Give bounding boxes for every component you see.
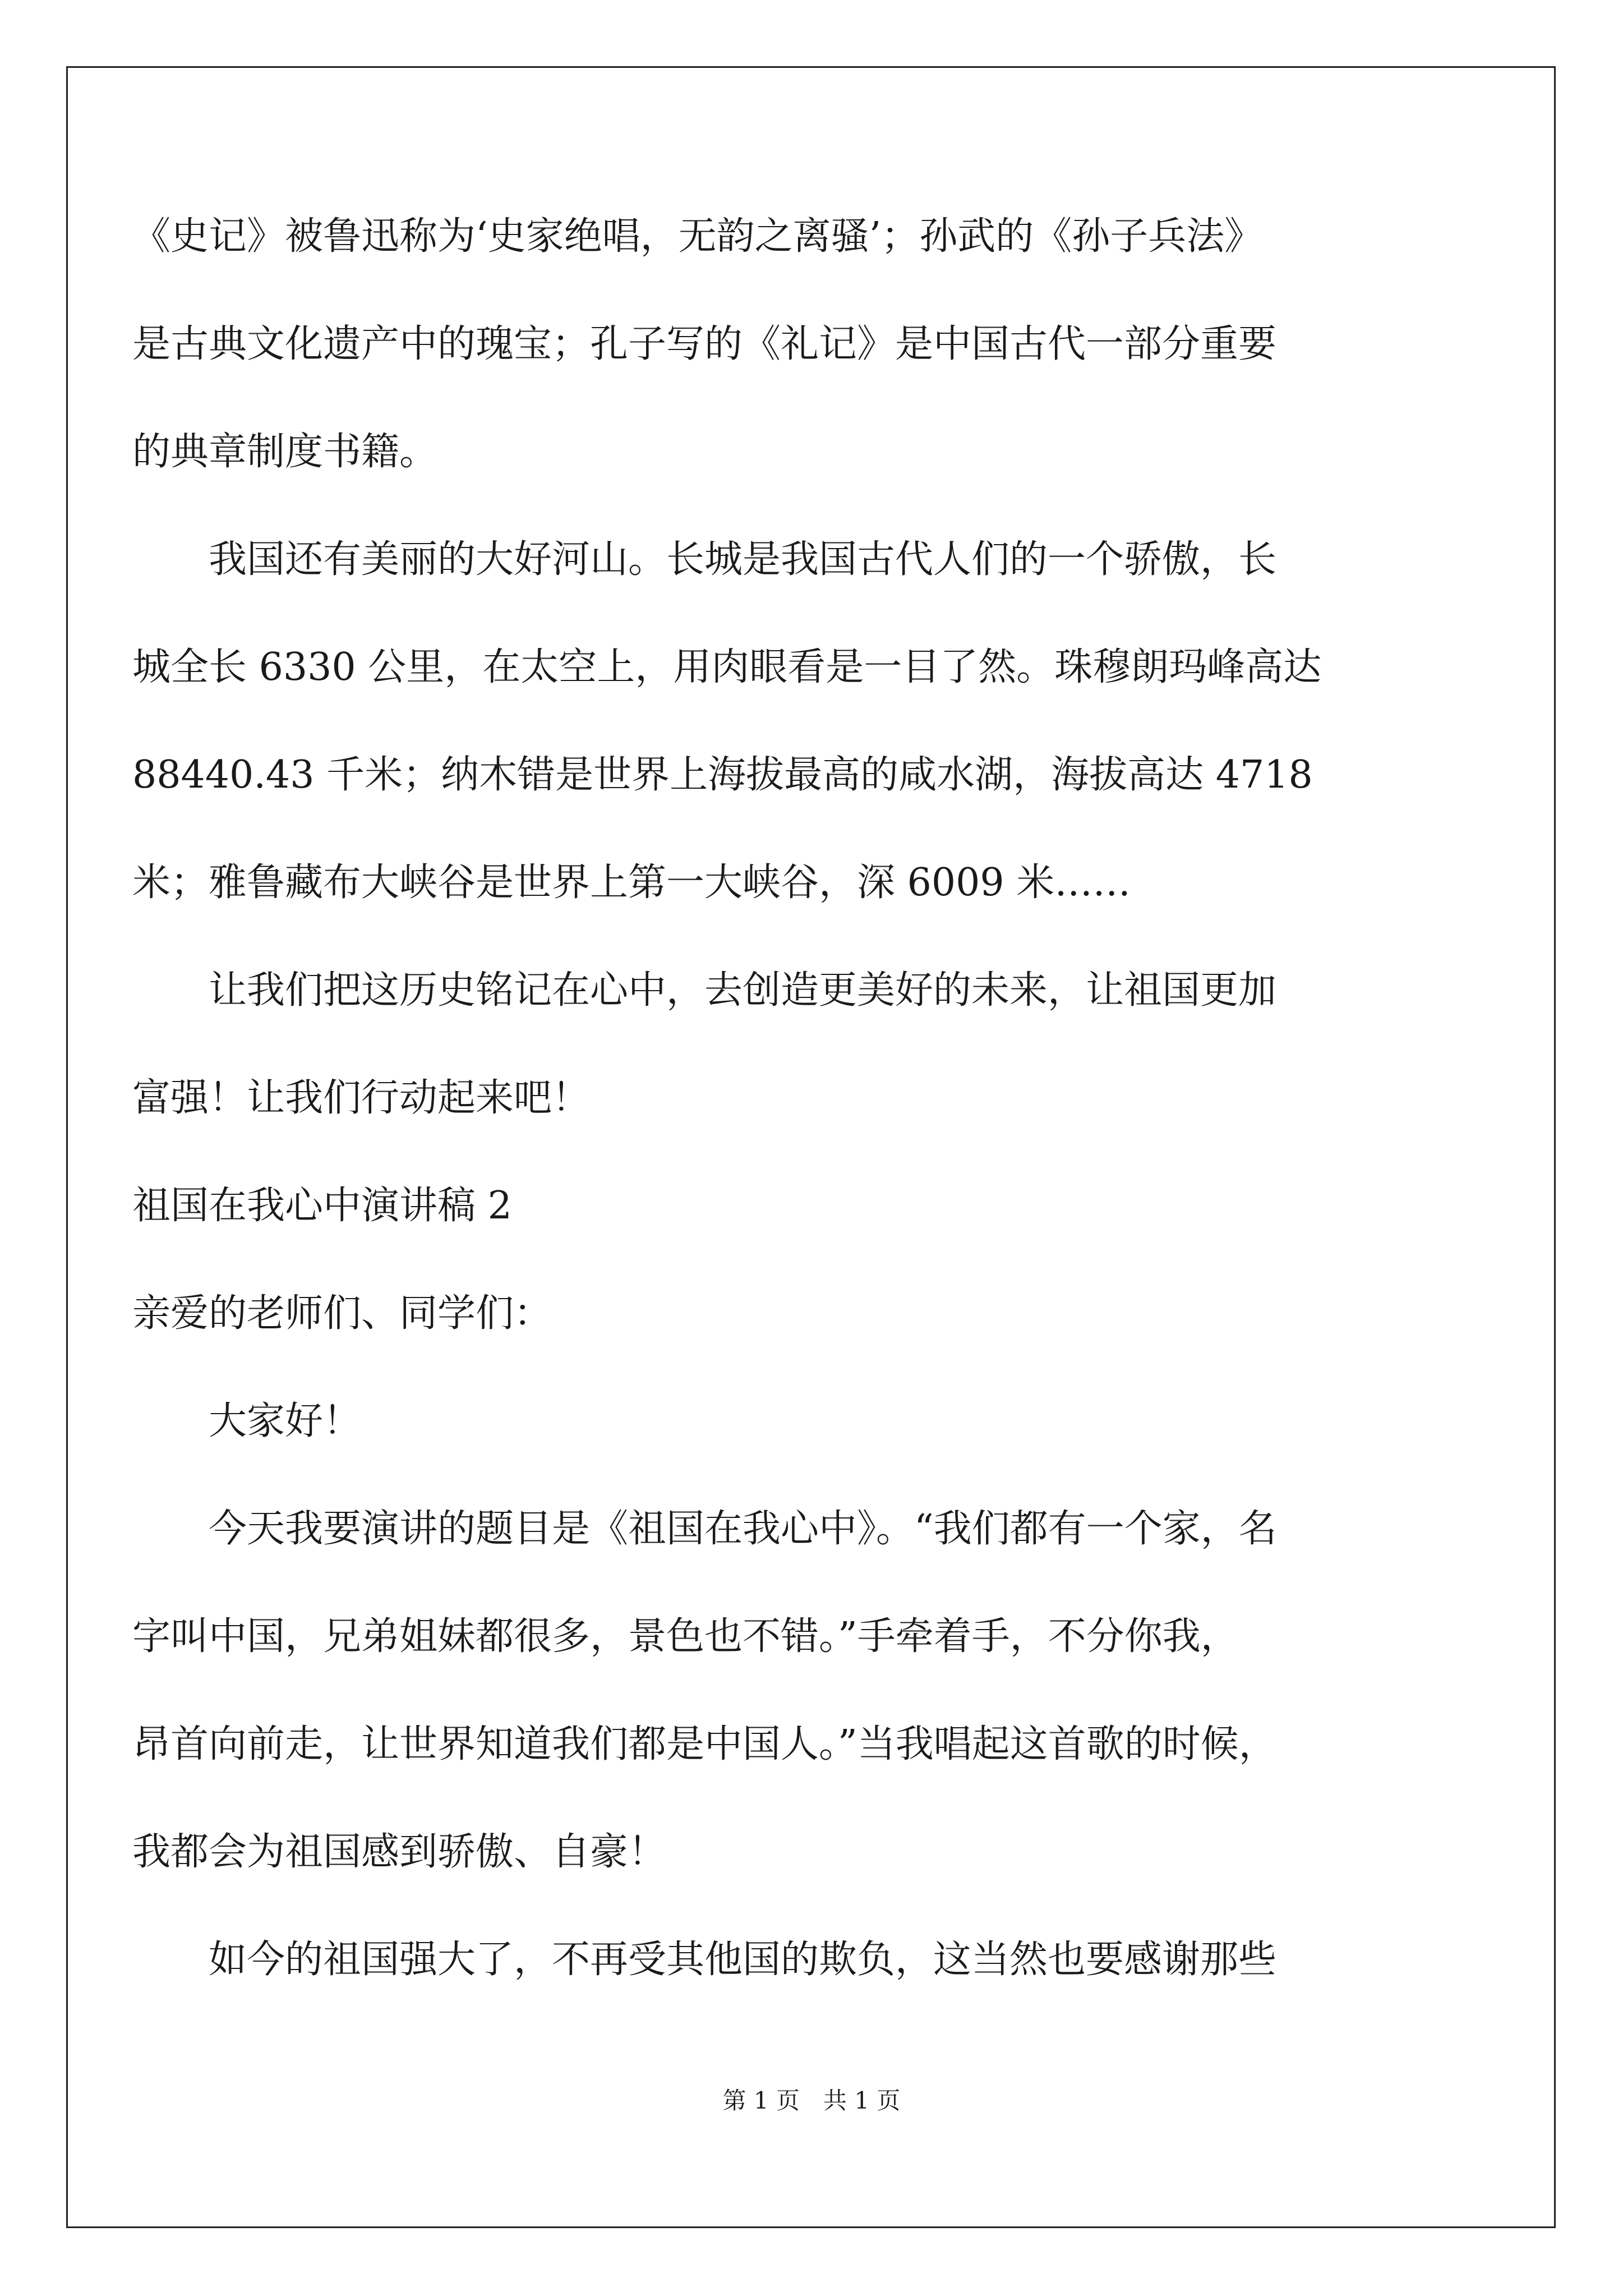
section-heading: 祖国在我心中演讲稿 2 <box>132 1184 512 1228</box>
greeting: 大家好！ <box>132 1399 362 1443</box>
paragraph-line: 我国还有美丽的大好河山。长城是我国古代人们的一个骄傲，长 <box>132 537 1277 582</box>
paragraph-line: 米；雅鲁藏布大峡谷是世界上第一大峡谷，深 6009 米…… <box>132 861 1131 905</box>
salutation: 亲爱的老师们、同学们： <box>132 1291 552 1336</box>
paragraph-line: 《史记》被鲁迅称为‘史家绝唱，无韵之离骚’；孙武的《孙子兵法》 <box>132 214 1263 259</box>
paragraph-line: 今天我要演讲的题目是《祖国在我心中》。“我们都有一个家，名 <box>132 1507 1277 1551</box>
paragraph-line: 城全长 6330 公里，在太空上，用肉眼看是一目了然。珠穆朗玛峰高达 <box>132 645 1322 689</box>
paragraph-line: 让我们把这历史铭记在心中，去创造更美好的未来，让祖国更加 <box>132 968 1277 1013</box>
paragraph-line: 是古典文化遗产中的瑰宝；孔子写的《礼记》是中国古代一部分重要 <box>132 322 1277 366</box>
paragraph-line: 我都会为祖国感到骄傲、自豪！ <box>132 1830 667 1874</box>
paragraph-line: 88440.43 千米；纳木错是世界上海拔最高的咸水湖，海拔高达 4718 <box>132 753 1313 797</box>
paragraph-line: 富强！让我们行动起来吧！ <box>132 1076 591 1120</box>
paragraph-line: 如今的祖国强大了，不再受其他国的欺负，这当然也要感谢那些 <box>132 1938 1277 1982</box>
paragraph-line: 的典章制度书籍。 <box>132 430 438 474</box>
page-footer: 第 1 页 共 1 页 <box>722 2087 901 2114</box>
paragraph-line: 昂首向前走，让世界知道我们都是中国人。”当我唱起这首歌的时候， <box>132 1722 1277 1766</box>
paragraph-line: 字叫中国，兄弟姐妹都很多，景色也不错。”手牵着手，不分你我， <box>132 1614 1239 1659</box>
page-border <box>66 66 1556 2228</box>
